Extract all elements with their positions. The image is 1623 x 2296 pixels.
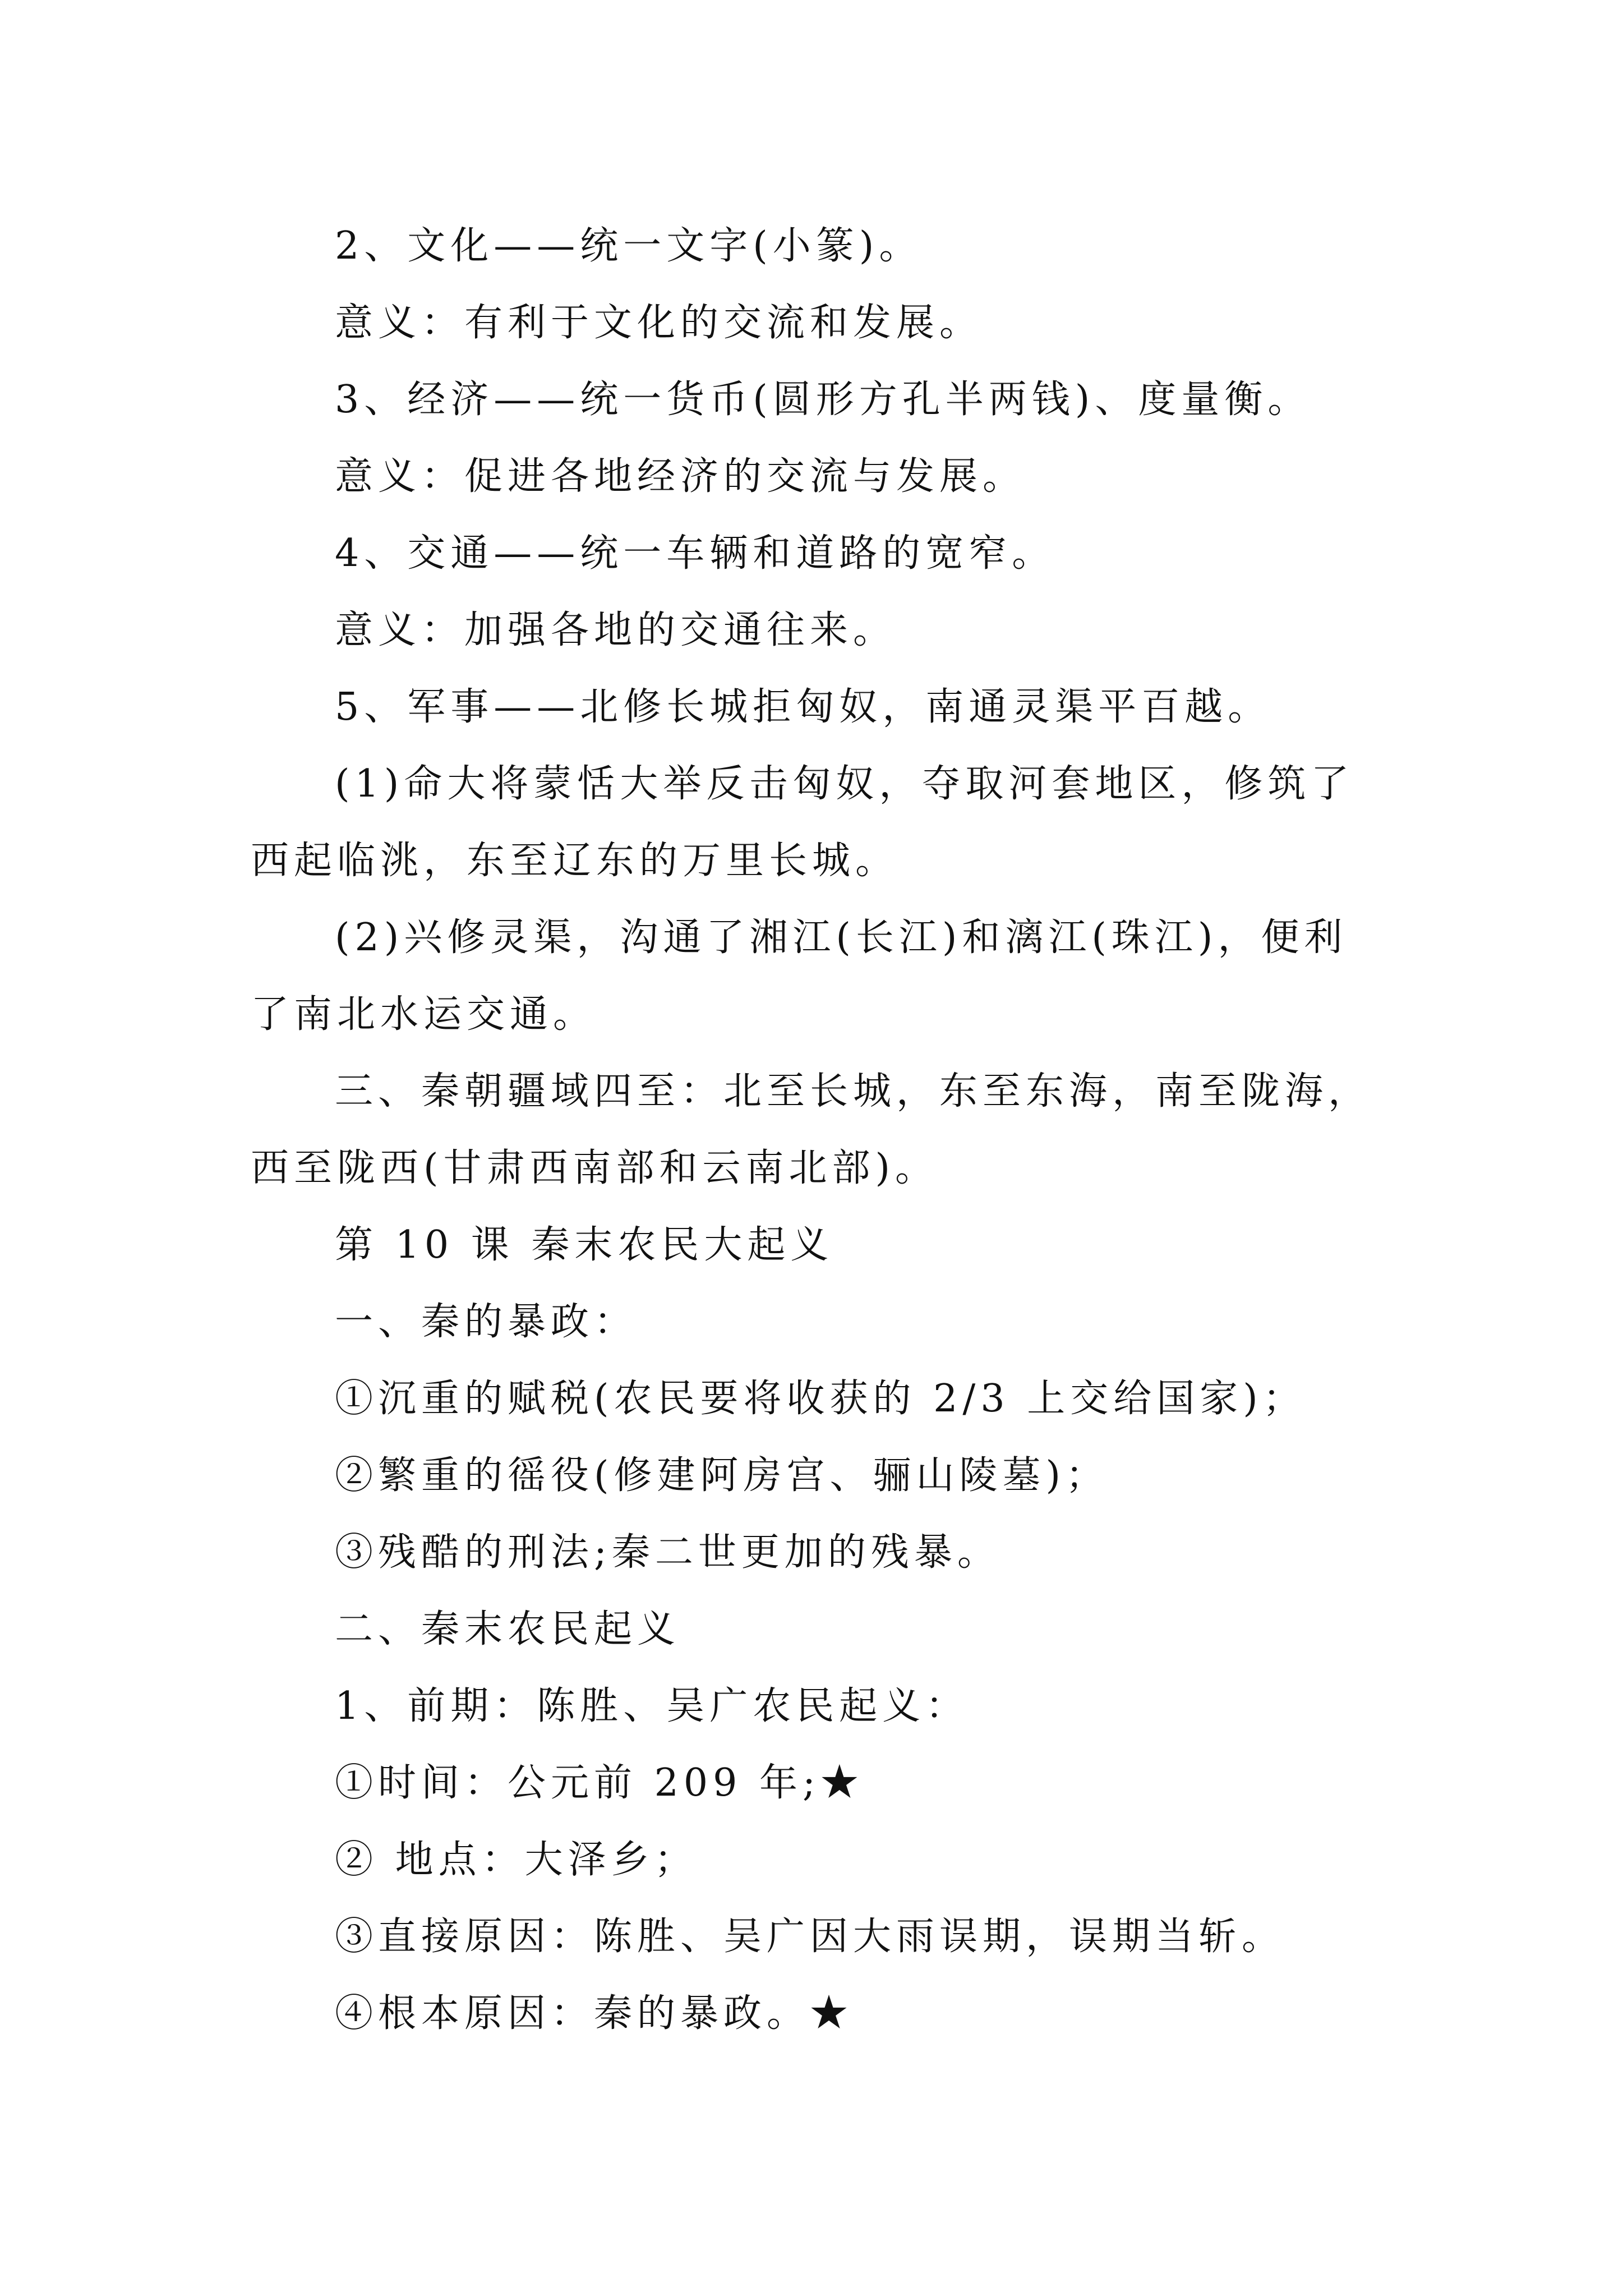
list-item: ①沉重的赋税(农民要将收获的 2/3 上交给国家)； bbox=[335, 1377, 1306, 1421]
text-paragraph: (1)命大将蒙恬大举反击匈奴，夺取河套地区，修筑了西起临洮，东至辽东的万里长城。 bbox=[251, 762, 1354, 883]
list-item: ④根本原因：秦的暴政。★ bbox=[335, 1991, 854, 2036]
text-line: 意义：加强各地的交通往来。 bbox=[335, 608, 897, 652]
text-paragraph: (2)兴修灵渠，沟通了湘江(长江)和漓江(珠江)，便利了南北水运交通。 bbox=[251, 915, 1348, 1037]
text-line: 5、军事——北修长城拒匈奴，南通灵渠平百越。 bbox=[335, 685, 1271, 729]
list-item: ③残酷的刑法;秦二世更加的残暴。 bbox=[335, 1530, 1000, 1575]
list-item: ③直接原因：陈胜、吴广因大雨误期，误期当斩。 bbox=[335, 1915, 1285, 1959]
text-line: 2、文化——统一文字(小篆)。 bbox=[335, 224, 923, 268]
text-paragraph: 三、秦朝疆域四至：北至长城，东至东海，南至陇海，西至陇西(甘肃西南部和云南北部)。 bbox=[251, 1069, 1372, 1190]
section-heading: 二、秦末农民起义 bbox=[335, 1607, 681, 1651]
list-item: ①时间：公元前 209 年;★ bbox=[335, 1761, 864, 1805]
text-line: 意义：有利于文化的交流和发展。 bbox=[335, 301, 983, 345]
lesson-title: 第 10 课 秦末农民大起义 bbox=[335, 1223, 834, 1267]
list-item: ② 地点：大泽乡； bbox=[335, 1838, 698, 1882]
document-body bbox=[251, 208, 1389, 2052]
text-line: 4、交通——统一车辆和道路的宽窄。 bbox=[335, 531, 1055, 576]
section-heading: 一、秦的暴政： bbox=[335, 1300, 638, 1344]
text-line: 3、经济——统一货币(圆形方孔半两钱)、度量衡。 bbox=[335, 378, 1311, 422]
sub-heading: 1、前期：陈胜、吴广农民起义： bbox=[335, 1684, 969, 1728]
text-line: 意义：促进各地经济的交流与发展。 bbox=[335, 454, 1026, 499]
list-item: ②繁重的徭役(修建阿房宫、骊山陵墓)； bbox=[335, 1453, 1109, 1498]
